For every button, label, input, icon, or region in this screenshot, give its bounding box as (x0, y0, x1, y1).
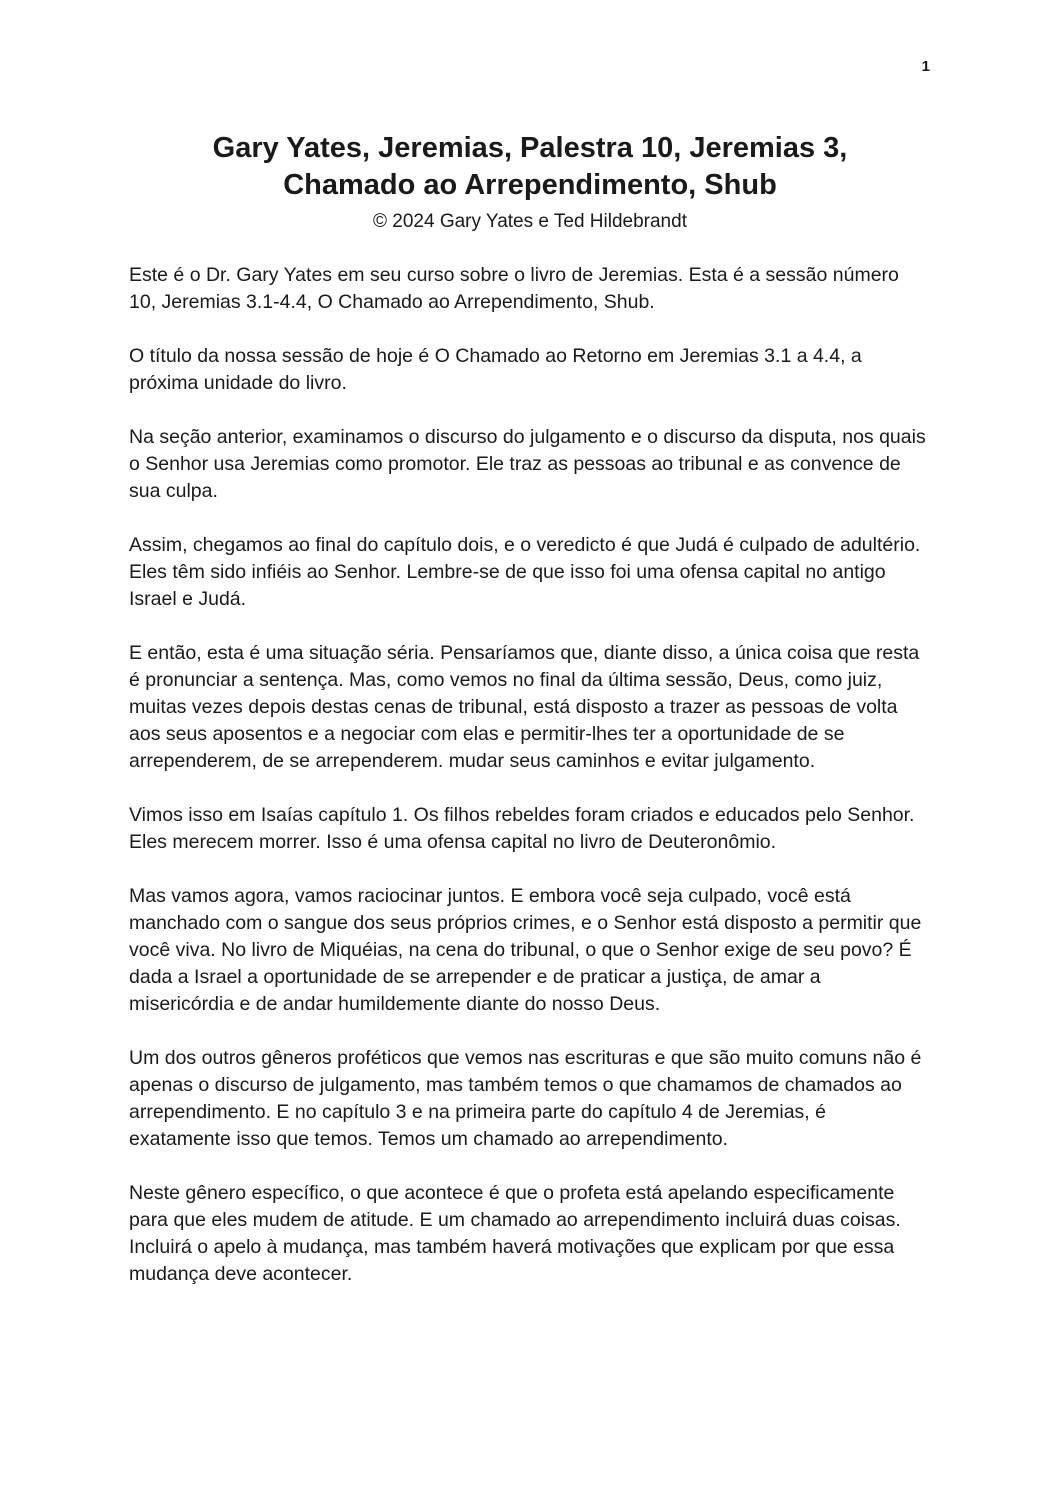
paragraph: Um dos outros gêneros proféticos que vemos nas escrituras e que são muito comuns não é apenas o discurso de julgamento, mas também temos o que chamamos de chamados ao arrependimento. E no capítulo 3 e na primeira parte do capítulo 4 de Jeremias, é exatamente isso que temos. Temos um chamado ao arrependimento. (129, 1047, 922, 1150)
paragraphs (129, 262, 931, 1288)
document-title-line-1: Gary Yates, Jeremias, Palestra 10, Jeremias 3, (212, 132, 848, 164)
paragraph: Mas vamos agora, vamos raciocinar juntos. E embora você seja culpado, você está manchado com o sangue dos seus próprios crimes, e o Senhor está disposto a permitir que você viva. No livro de Miquéias, na cena do tribunal, o que o Senhor exige de seu povo? É dada a Israel a oportunidade de se arrepender e de praticar a justiça, de amar a misericórdia e de andar humildemente diante do nosso Deus. (129, 885, 922, 1015)
paragraph: E então, esta é uma situação séria. Pensaríamos que, diante disso, a única coisa que resta é pronunciar a sentença. Mas, como vemos no final da última sessão, Deus, como juiz, muitas vezes depois destas cenas de tribunal, está disposto a trazer as pessoas de volta aos seus aposentos e a negociar com elas e permitir-lhes ter a oportunidade de se arrependerem, de se arrependerem. mudar seus caminhos e evitar julgamento. (129, 642, 920, 772)
paragraph: O título da nossa sessão de hoje é O Chamado ao Retorno em Jeremias 3.1 a 4.4, a próxima unidade do livro. (129, 345, 862, 394)
document-title-line-2: Chamado ao Arrependimento, Shub (283, 169, 777, 201)
copyright-line: © 2024 Gary Yates e Ted Hildebrandt (373, 211, 687, 232)
paragraph: Vimos isso em Isaías capítulo 1. Os filhos rebeldes foram criados e educados pelo Senhor. Eles merecem morrer. Isso é uma ofensa capital no livro de Deuteronômio. (129, 804, 915, 853)
paragraph: Na seção anterior, examinamos o discurso do julgamento e o discurso da disputa, nos quais o Senhor usa Jeremias como promotor. Ele traz as pessoas ao tribunal e as convence de sua culpa. (129, 426, 926, 502)
paragraph: Neste gênero específico, o que acontece é que o profeta está apelando especificamente para que eles mudem de atitude. E um chamado ao arrependimento incluirá duas coisas. Incluirá o apelo à mudança, mas também haverá motivações que explicam por que essa mudança deve acontecer. (129, 1182, 901, 1285)
page-number: 1 (921, 58, 930, 75)
paragraph: Este é o Dr. Gary Yates em seu curso sobre o livro de Jeremias. Esta é a sessão número 10, Jeremias 3.1-4.4, O Chamado ao Arrependimento, Shub. (129, 264, 899, 313)
document-content (129, 130, 931, 1315)
paragraph: Assim, chegamos ao final do capítulo dois, e o veredicto é que Judá é culpado de adultério. Eles têm sido infiéis ao Senhor. Lembre-se de que isso foi uma ofensa capital no antigo Israel e Judá. (129, 534, 921, 610)
document-title (129, 130, 931, 204)
